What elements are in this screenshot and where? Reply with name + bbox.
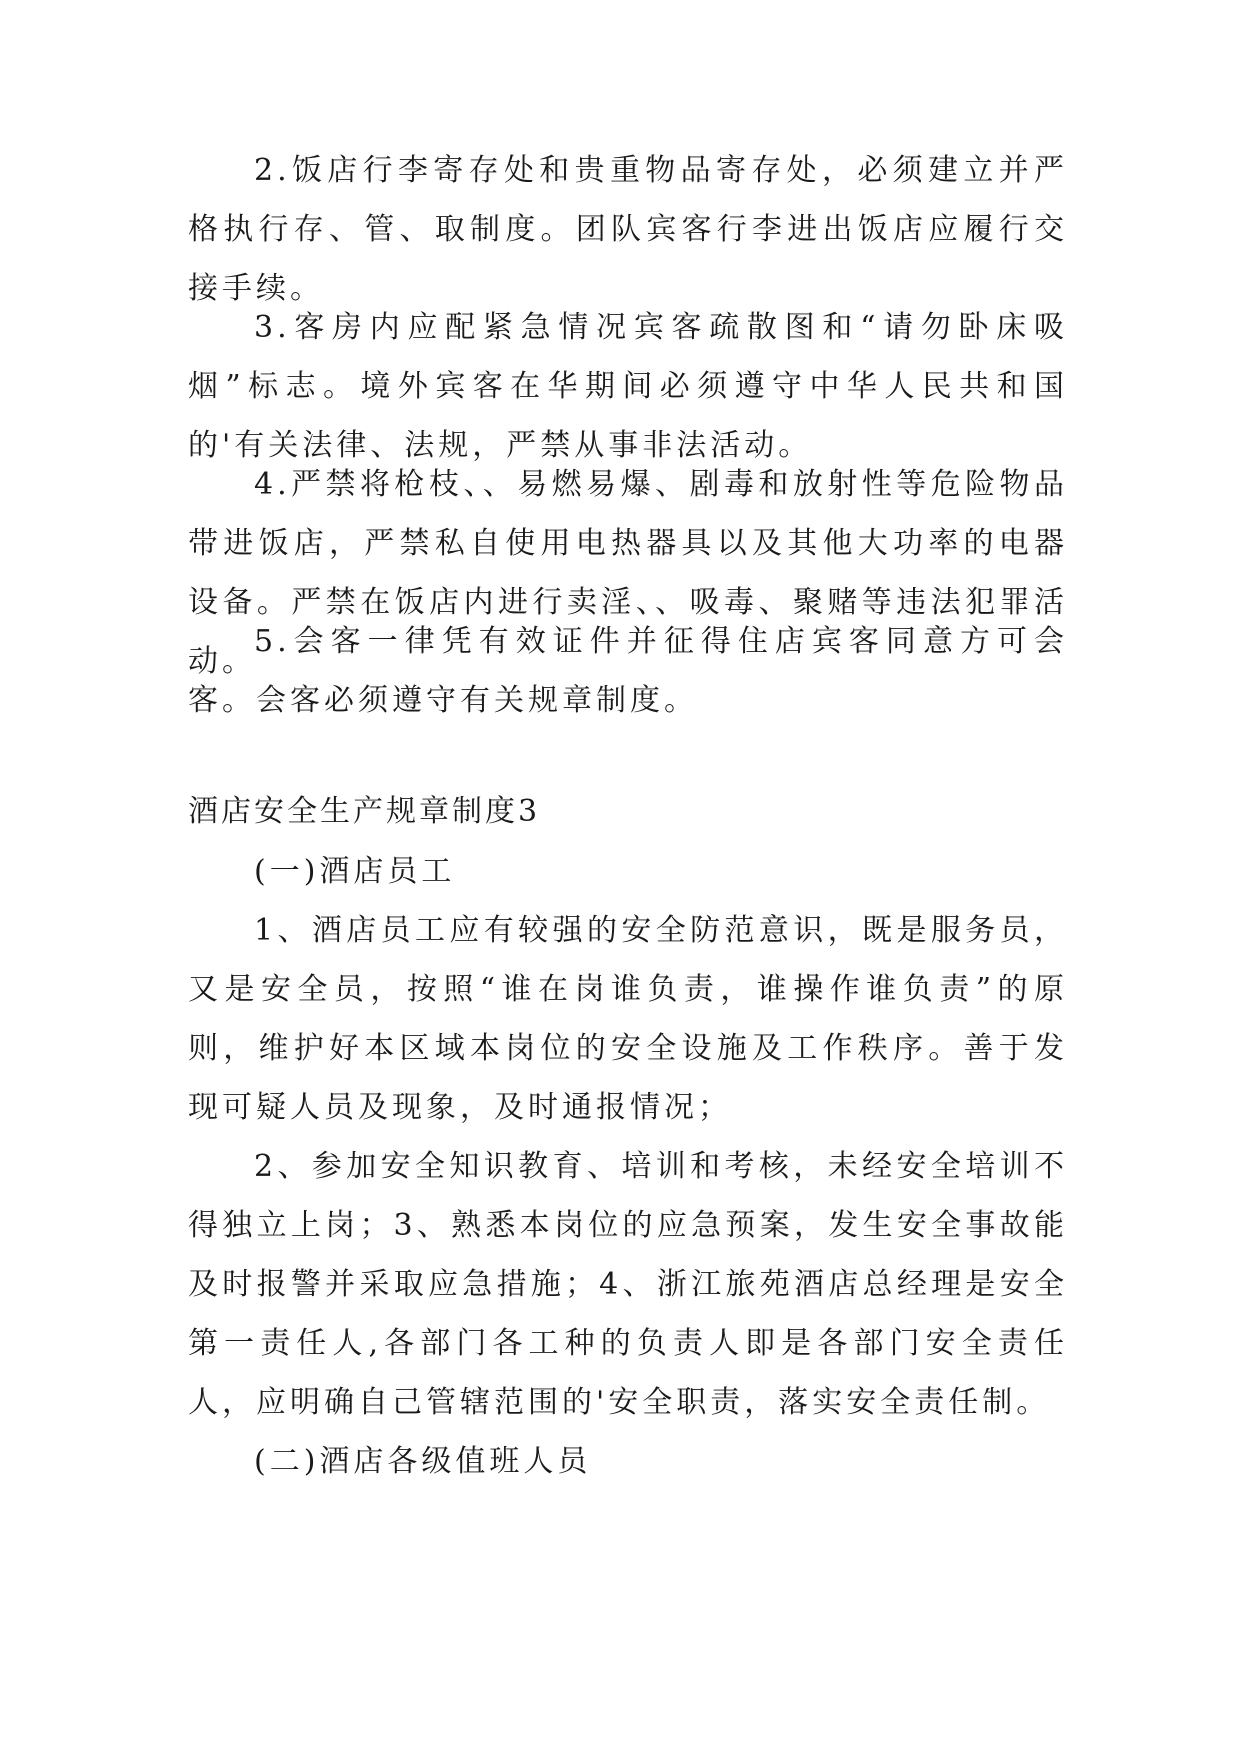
sub-heading-employees: (一)酒店员工 — [254, 854, 456, 889]
paragraph-guest-room-rules: 3.客房内应配紧急情况宾客疏散图和“请勿卧床吸烟”标志。境外宾客在华期间必须遵守中华人民共和国的'有关法律、法规，严禁从事非法活动。 — [188, 310, 1068, 463]
sub-heading-duty-staff: (二)酒店各级值班人员 — [254, 1444, 592, 1479]
paragraph-employee-awareness: 1、酒店员工应有较强的安全防范意识，既是服务员，又是安全员，按照“谁在岗谁负责，谁操作谁负责”的原则，维护好本区域本岗位的安全设施及工作秩序。善于发现可疑人员及现象，及时通报情况； — [188, 913, 1068, 1125]
paragraph-luggage-storage: 2.饭店行李寄存处和贵重物品寄存处，必须建立并严格执行存、管、取制度。团队宾客行李进出饭店应履行交接手续。 — [188, 153, 1068, 306]
section-title: 酒店安全生产规章制度3 — [188, 794, 541, 829]
paragraph-prohibited-items: 4.严禁将枪枝、、易燃易爆、剧毒和放射性等危险物品带进饭店，严禁私自使用电热器具以及其他大功率的电器设备。严禁在饭店内进行卖淫、、吸毒、聚赌等违法犯罪活动。 — [188, 467, 1068, 679]
paragraph-visitor-rules: 5.会客一律凭有效证件并征得住店宾客同意方可会客。会客必须遵守有关规章制度。 — [188, 624, 1068, 718]
paragraph-training-responsibility: 2、参加安全知识教育、培训和考核，未经安全培训不得独立上岗；3、熟悉本岗位的应急预案，发生安全事故能及时报警并采取应急措施；4、浙江旅苑酒店总经理是安全第一责任人,各部门各工种的负责人即是各部门安全责任人，应明确自己管辖范围的'安全职责，落实安全责任制。 — [188, 1149, 1068, 1420]
